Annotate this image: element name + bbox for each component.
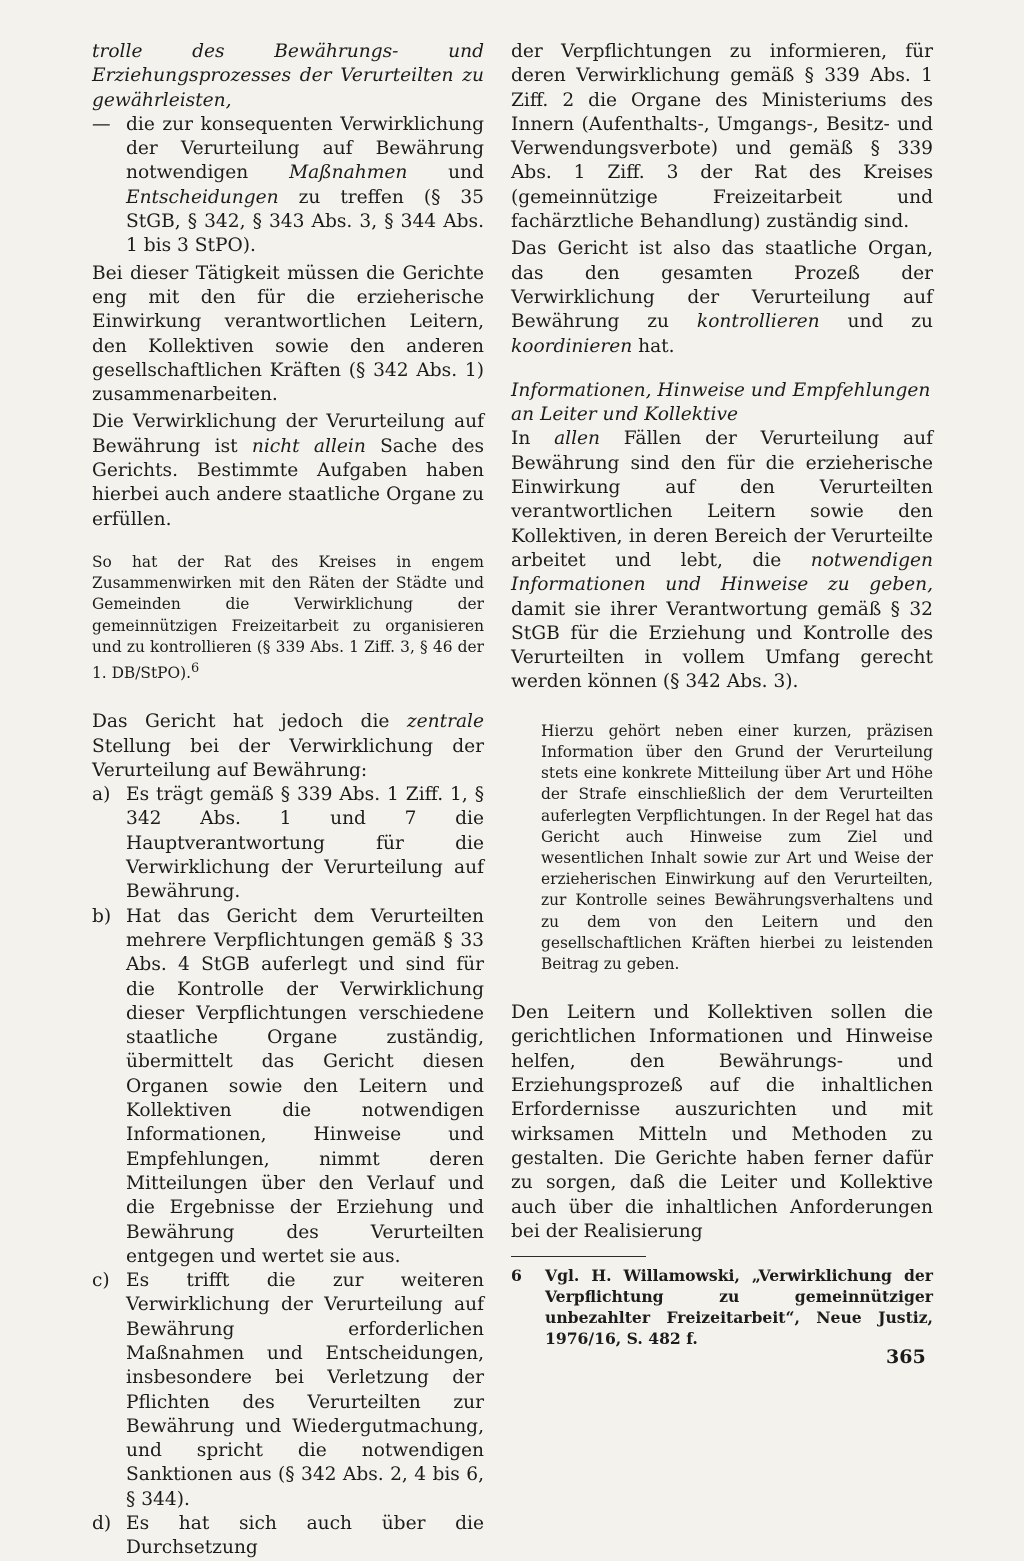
list-marker: a) [92, 784, 111, 806]
paragraph: Den Leitern und Kollektiven sollen die gerichtlichen Informationen und Hinweise helfen, den Bewährungs- und Erziehungsprozeß auf die inhaltlichen Erfordernisse auszurichten und mit wirksamen Mitteln und Methoden zu gestalten. Die Gerichte haben ferner dafür zu sorgen, daß die Leiter und Kollektive auch über die inhaltlichen Anforderungen bei der Realisierung [511, 1002, 933, 1242]
paragraph: In allen Fällen der Verurteilung auf Bewährung sind den für die erzieherische Einwirkung auf den Verurteilten verantwortlichen Leitern sowie den Kollektiven, in deren Bereich der Verurteilte arbeitet und lebt, die notwendigen Informationen und Hinweise zu geben, damit sie ihrer Verantwortung gemäß § 32 StGB für die Erziehung und Kontrolle des Verurteilten in vollem Umfang gerecht werden können (§ 342 Abs. 3). [511, 428, 933, 693]
left-column [92, 40, 484, 1561]
list-item-text: Es hat sich auch über die Durchsetzung [126, 1513, 484, 1559]
dash-list-item [92, 113, 484, 259]
list-item-text: Es trifft die zur weiteren Verwirklichung der Verurteilung auf Bewährung erforderlichen Maßnahmen und Entscheidungen, insbesondere bei Verletzung der Pflichten des Verurteilten zur Bewährung und Wiedergutmachung, und spricht die notwendigen Sanktionen aus (§ 342 Abs. 2, 4 bis 6, § 344). [126, 1270, 484, 1510]
list-marker: b) [92, 905, 112, 927]
paragraph-continuation: der Verpflichtungen zu informieren, für deren Verwirklichung gemäß § 339 Abs. 1 Ziff. 2 die Organe des Ministeriums des Innern (Aufenthalts-, Umgangs-, Besitz- und Verwendungsverbote) und gemäß § 339 Abs. 1 Ziff. 3 der Rat des Kreises (gemeinnützige Freizeitarbeit und fachärztliche Behandlung) zuständig sind. [511, 41, 933, 233]
section-heading: Informationen, Hinweise und Empfehlungen an Leiter und Kollektive [511, 379, 931, 426]
list-item [92, 905, 484, 1269]
footnote [511, 1265, 933, 1349]
dash-marker: — [92, 113, 111, 135]
footnote-number: 6 [511, 1266, 522, 1286]
right-column [511, 40, 933, 1349]
dash-item-text: die zur konsequenten Verwirklichung der Verurteilung auf Bewährung notwendigen Maßnahmen und Entscheidungen zu treffen (§ 35 StGB, § 342, § 343 Abs. 3, § 344 Abs. 1 bis 3 StPO). [126, 113, 484, 257]
list-item-text: Hat das Gericht dem Verurteilten mehrere Verpflichtungen gemäß § 33 Abs. 4 StGB auferlegt und sind für die Kontrolle der Verwirklichung dieser Verpflichtungen verschiedene staatliche Organe zuständig, übermittelt das Gericht diesen Organen sowie den Leitern und Kollektiven die notwendigen Informationen, Hinweise und Empfehlungen, nimmt deren Mitteilungen über den Verlauf und die Ergebnisse der Erziehung und Bewährung des Verurteilten entgegen und wertet sie aus. [126, 905, 484, 1267]
paragraph: Das Gericht ist also das staatliche Organ, das den gesamten Prozeß der Verwirklichung der Verurteilung auf Bewährung zu kontrollieren und zu koordinieren hat. [511, 238, 933, 357]
paragraph: Das Gericht hat jedoch die zentrale Stellung bei der Verwirklichung der Verurteilung auf Bewährung: [92, 711, 484, 781]
footnote-ref: 6 [191, 660, 200, 676]
list-marker: d) [92, 1513, 112, 1535]
footnote-divider [511, 1256, 646, 1257]
list-marker: c) [92, 1270, 110, 1292]
paragraph-continuation: trolle des Bewährungs- und Erziehungsprozesses der Verurteilten zu gewährleisten, [92, 41, 484, 111]
list-item-text: Es trägt gemäß § 339 Abs. 1 Ziff. 1, § 342 Abs. 1 und 7 die Hauptverantwortung für die Verwirklichung der Verurteilung auf Bewährung. [126, 784, 484, 903]
small-print-block: Hierzu gehört neben einer kurzen, präzisen Information über den Grund der Verurteilung stets eine konkrete Mitteilung über Art und Höhe der Strafe einschließlich der dem Verurteilten auferlegten Verpflichtungen. In der Regel hat das Gericht auch Hinweise zum Ziel und wesentlichen Inhalt sowie zur Art und Weise der erzieherischen Einwirkung auf den Verurteilten, zur Kontrolle seines Bewährungsverhaltens und zu dem von den Leitern und den gesellschaftlichen Kräften hierbei zu leistenden Beitrag zu geben. [541, 721, 933, 973]
list-item [92, 1512, 484, 1561]
list-item [92, 783, 484, 904]
paragraph: Bei dieser Tätigkeit müssen die Gerichte eng mit den für die erzieherische Einwirkung verantwortlichen Leitern, den Kollektiven sowie den anderen gesellschaftlichen Kräften (§ 342 Abs. 1) zusammenarbeiten. [92, 262, 484, 406]
page-number: 365 [886, 1346, 926, 1368]
small-print-block: So hat der Rat des Kreises in engem Zusammenwirken mit den Räten der Städte und Gemeinden die Verwirklichung der gemeinnützigen Freizeitarbeit zu organisieren und zu kontrollieren (§ 339 Abs. 1 Ziff. 3, § 46 der 1. DB/StPO).$^6$ [92, 552, 484, 683]
list-item [92, 1269, 484, 1512]
footnote-text: Vgl. H. Willamowski, „Verwirklichung der Verpflichtung zu gemeinnütziger unbezahlter Freizeitarbeit“, Neue Justiz, 1976/16, S. 482 f. [545, 1266, 933, 1349]
paragraph: Die Verwirklichung der Verurteilung auf Bewährung ist nicht allein Sache des Gerichts. Bestimmte Aufgaben haben hierbei auch andere staatliche Organe zu erfüllen. [92, 411, 484, 530]
